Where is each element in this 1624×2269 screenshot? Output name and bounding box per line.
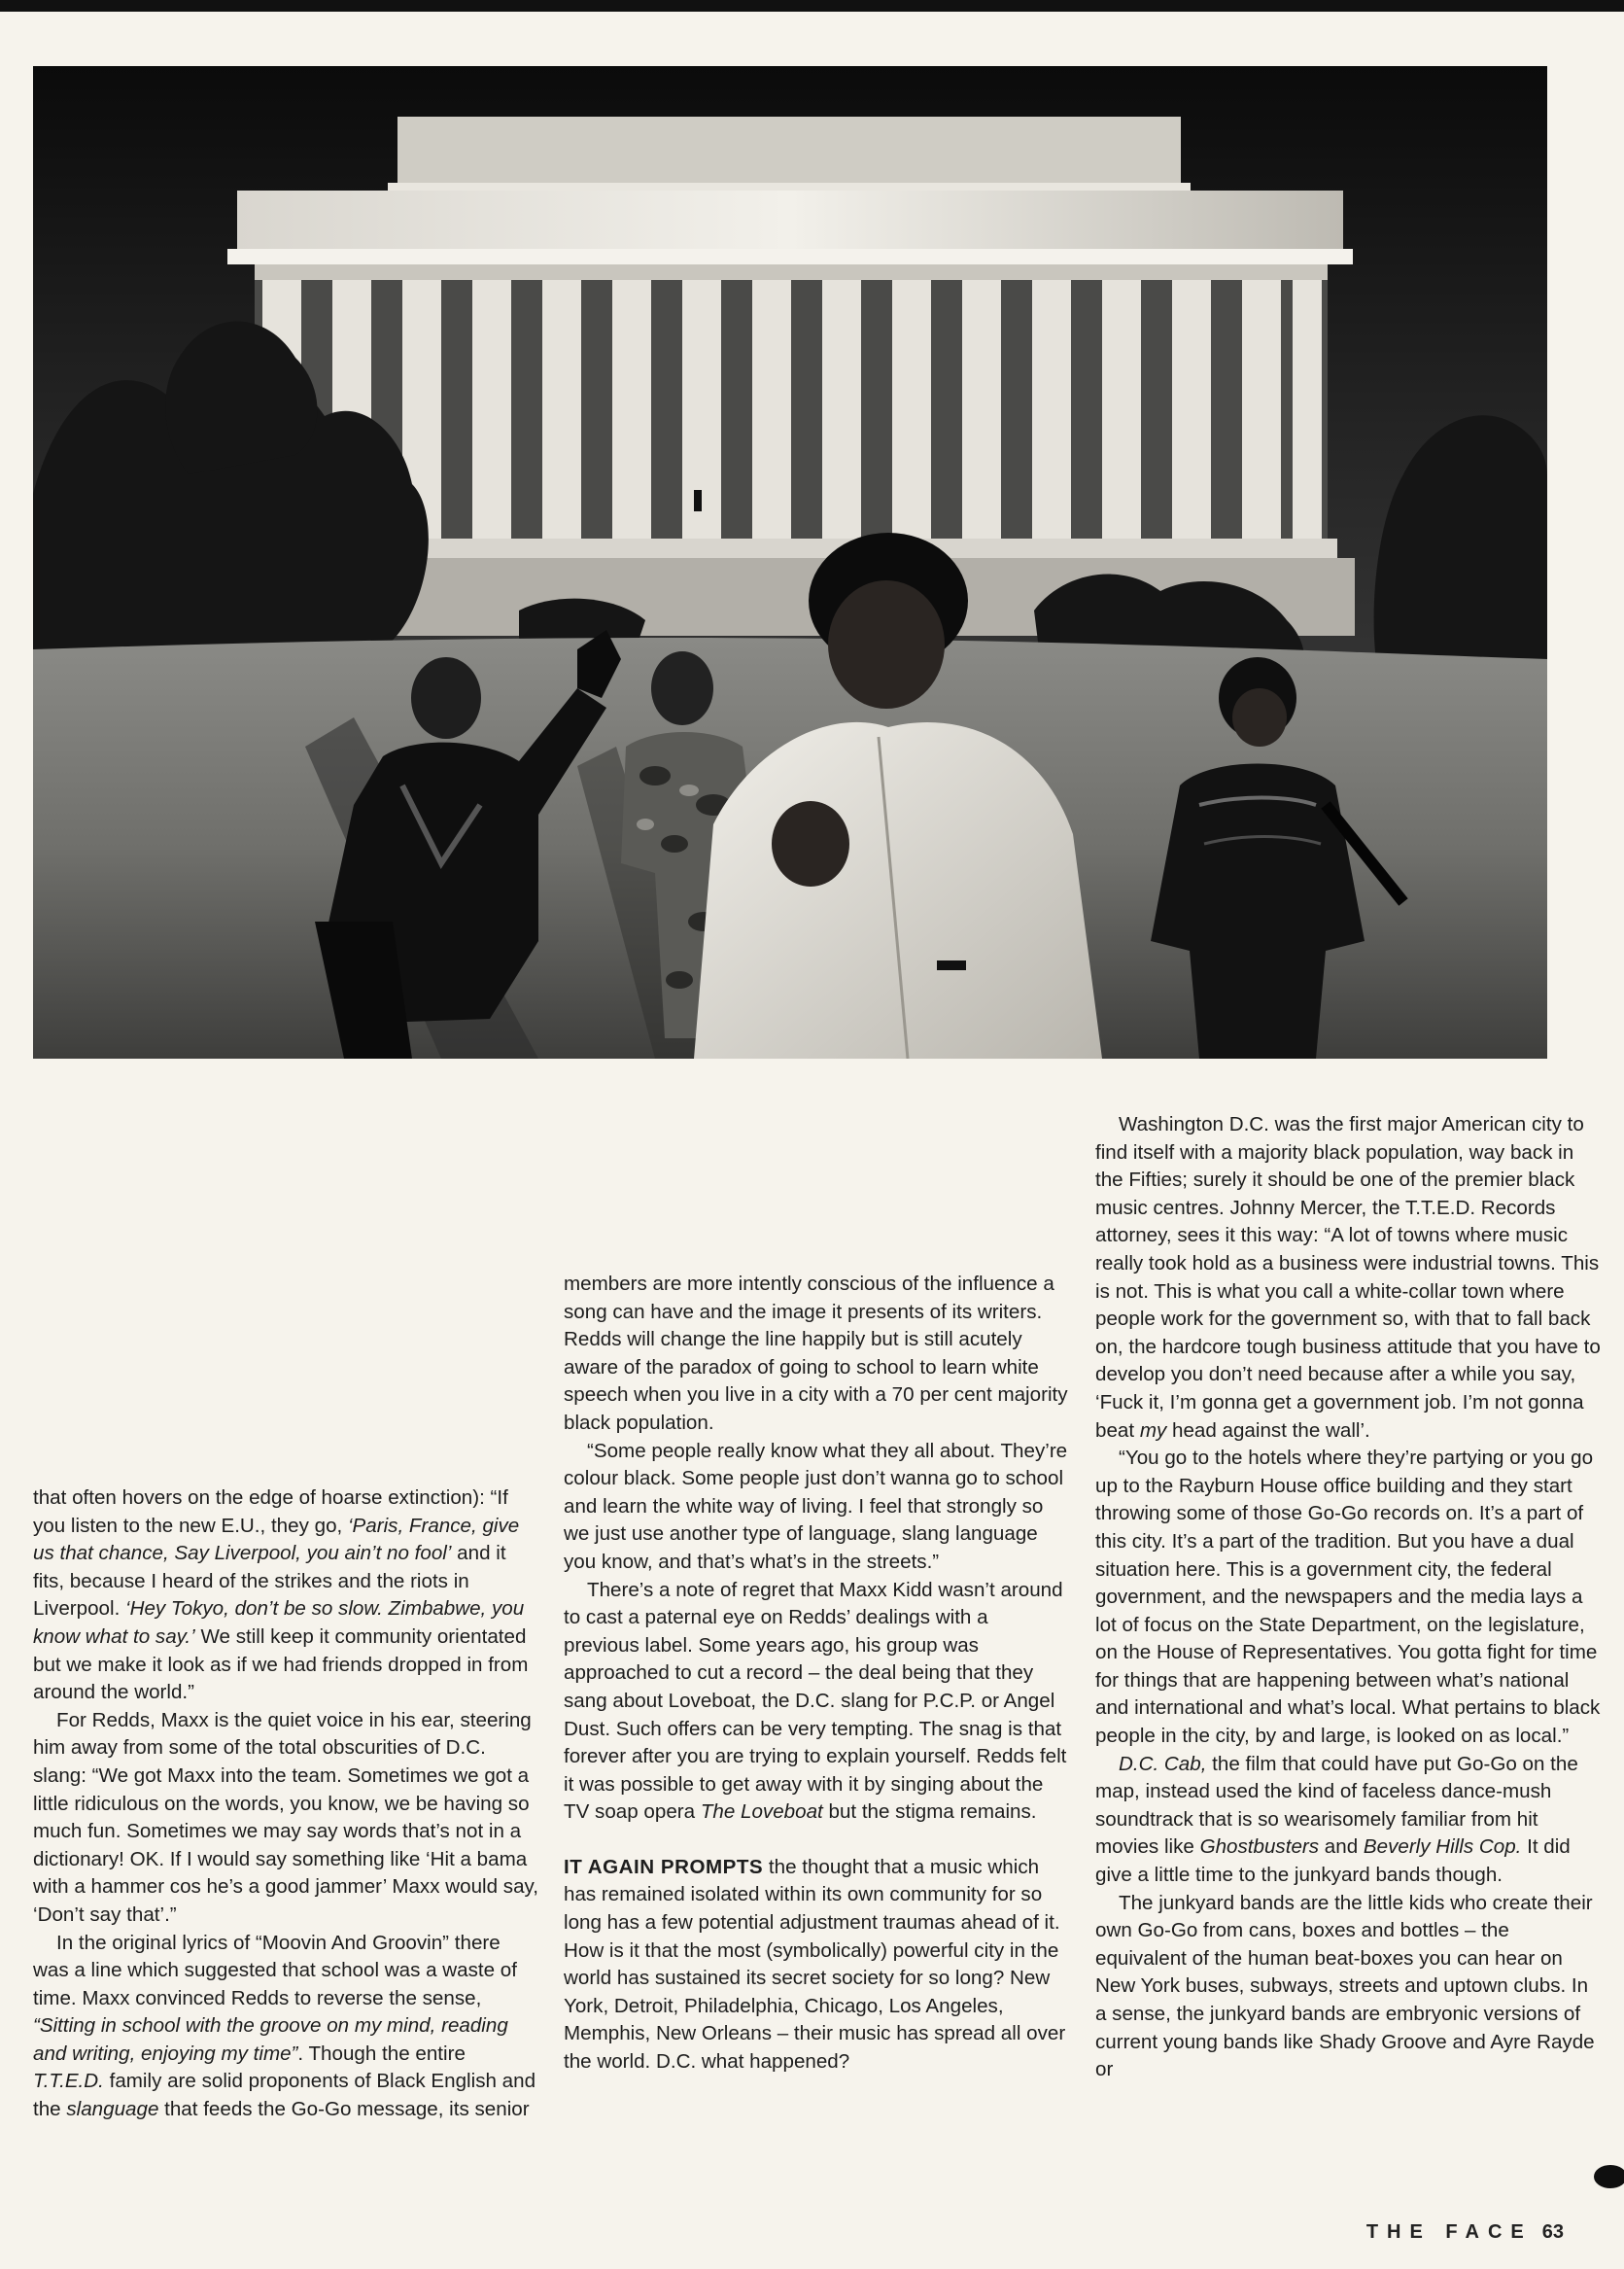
- paragraph: IT AGAIN PROMPTS the thought that a music which has remained isolated within its own community for so long has a few potential adjustment traumas ahead of it. How is it that the most (symbolically) powerful city in the world has sustained its secret society for so long? New York, Detroit, Philadelphia, Chicago, Los Angeles, Memphis, New Orleans – their music has spread all over the world. D.C. what happened?: [564, 1855, 1066, 2074]
- paragraph: D.C. Cab, the film that could have put Go-Go on the map, instead used the kind of faceless dance-mush soundtrack that is so wearisomely familiar from hit movies like Ghostbusters and Beverly Hills Cop. It did give a little time to the junkyard bands though.: [1095, 1752, 1578, 1887]
- paragraph: The junkyard bands are the little kids who create their own Go-Go from cans, boxes and bottles – the equivalent of the human beat-boxes you can hear on New York buses, subways, streets and uptown clubs. In a sense, the junkyard bands are embryonic versions of current young bands like Shady Groove and Ayre Rayde or: [1095, 1891, 1595, 2081]
- band-photograph: [33, 66, 1547, 1059]
- paragraph: “Some people really know what they all about. They’re colour black. Some people just don’t wanna go to school and learn the white way of living. I feel that strongly so we just use another type of language, slang language you know, and that’s what’s in the streets.”: [564, 1439, 1068, 1573]
- paragraph: For Redds, Maxx is the quiet voice in his ear, steering him away from some of the total obscurities of D.C. slang: “We got Maxx into the team. Sometimes we got a little ridiculous on the words, you know, we be having so much fun. Sometimes we may say words that’s not in a dictionary! OK. If I would say something like ‘Hit a bama with a hammer cos he’s a good jammer’ Maxx would say, ‘Don’t say that’.”: [33, 1708, 539, 1926]
- page-number: 63: [1541, 2221, 1564, 2243]
- page-folio: [1366, 2221, 1564, 2244]
- bleed-mark: [1594, 2165, 1624, 2188]
- paragraph: Washington D.C. was the first major American city to find itself with a majority black population, way back in the Fifties; surely it should be one of the premier black music centres. Johnny Mercer, the T.T.E.D. Records attorney, sees it this way: “A lot of towns where music really took hold as a business were industrial towns. This is not. This is what you call a white-collar town where people work for the government so, with that to fall back on, the hardcore tough business attitude that you have to develop you don’t need because after a while you say, ‘Fuck it, I’m gonna get a government job. I’m not gonna beat my head against the wall’.: [1095, 1113, 1601, 1442]
- article-column-3: [1095, 1111, 1601, 2084]
- top-border: [0, 0, 1624, 12]
- article-column-2: [564, 1271, 1069, 2077]
- section-break: [564, 1827, 1069, 1854]
- paragraph: There’s a note of regret that Maxx Kidd wasn’t around to cast a paternal eye on Redds’ dealings with a previous label. Some years ago, his group was approached to cut a record – the deal being that they sang about Loveboat, the D.C. slang for P.C.P. or Angel Dust. Such offers can be very tempting. The snag is that forever after you are trying to explain yourself. Redds felt it was possible to get away with it by singing about the TV soap opera The Loveboat but the stigma remains.: [564, 1578, 1067, 1824]
- paragraph: “You go to the hotels where they’re partying or you go up to the Rayburn House office building and they start throwing some of those Go-Go records on. It’s a part of this city. It’s a part of the tradition. But you have a dual situation here. This is a government city, the federal government, and the newspapers and the media lays a lot of focus on the State Department, on the legislature, on the House of Representatives. You gotta fight for time for things that are happening between what’s national and international and what’s local. What pertains to black people in the city, by and large, is looked on as local.”: [1095, 1447, 1601, 1748]
- article-column-1: [33, 1484, 538, 2124]
- magazine-name: THE FACE: [1365, 2221, 1533, 2243]
- paragraph: In the original lyrics of “Moovin And Groovin” there was a line which suggested that school was a waste of time. Maxx convinced Redds to reverse the sense, “Sitting in school with the groove on my mind, reading and writing, enjoying my time”. Though the entire T.T.E.D. family are solid proponents of Black English and the slanguage that feeds the Go-Go message, its senior: [33, 1931, 536, 2121]
- paragraph: that often hovers on the edge of hoarse extinction): “If you listen to the new E.U., they go, ‘Paris, France, give us that chance, Say Liverpool, you ain’t no fool’ and it fits, because I heard of the strikes and the riots in Liverpool. ‘Hey Tokyo, don’t be so slow. Zimbabwe, you know what to say.’ We still keep it community orientated but we make it look as if we had friends dropped in from around the world.”: [33, 1486, 529, 1704]
- paragraph: members are more intently conscious of the influence a song can have and the image it presents of its writers. Redds will change the line happily but is still acutely aware of the paradox of going to school to learn white speech when you live in a city with a 70 per cent majority black population.: [564, 1273, 1068, 1434]
- run-in-heading: IT AGAIN PROMPTS: [564, 1855, 764, 1878]
